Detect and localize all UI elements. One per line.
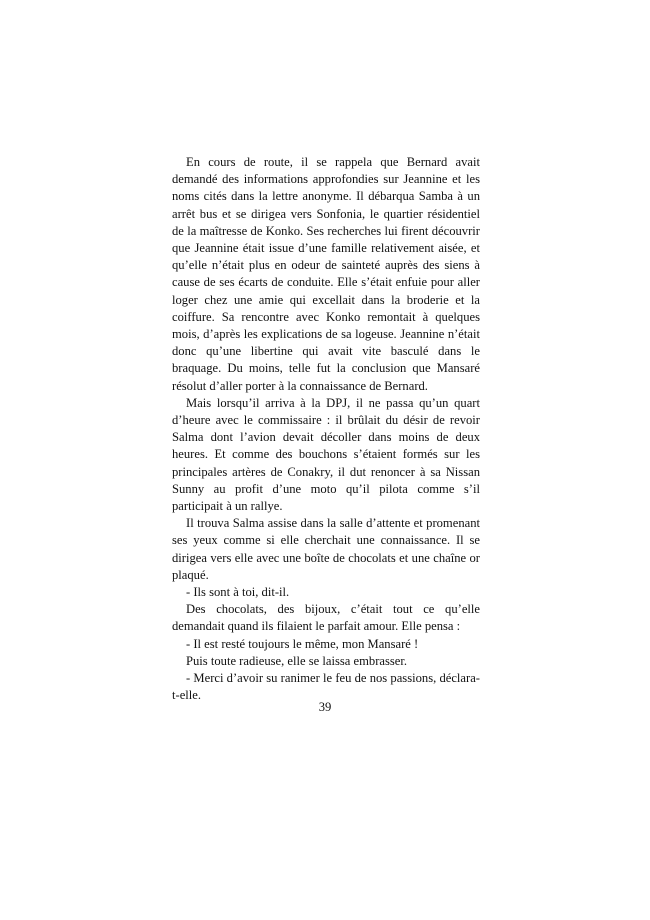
paragraph: En cours de route, il se rappela que Bernard avait demandé des informations approfondies sur Jeannine et les noms cités dans la lettre anonyme. Il débarqua Samba à un arrêt bus et se dirigea vers Sonfonia, le quartier résidentiel de la maîtresse de Konko. Ses recherches lui firent découvrir que Jeannine était issue d’une famille relativement aisée, et qu’elle n’était plus en odeur de sainteté auprès des siens à cause de ses écarts de conduite. Elle s’était enfuie pour aller loger chez une amie qui excellait dans la broderie et la coiffure. Sa rencontre avec Konko remontait à quelques mois, d’après les explications de sa logeuse. Jeannine n’était donc qu’une libertine qui avait vite basculé dans le braquage. Du moins, telle fut la conclusion que Mansaré résolut d’aller porter à la connaissance de Bernard. [172, 155, 480, 393]
paragraph: Des chocolats, des bijoux, c’était tout ce qu’elle demandait quand ils filaient le parfait amour. Elle pensa : [172, 602, 480, 634]
body-text [172, 154, 480, 705]
paragraph: - Ils sont à toi, dit-il. [186, 585, 290, 600]
paragraph: Puis toute radieuse, elle se laissa embrasser. [186, 653, 408, 668]
page-number: 39 [318, 700, 332, 714]
paragraph: - Merci d’avoir su ranimer le feu de nos passions, déclara-t-elle. [172, 671, 480, 703]
paragraph: Mais lorsqu’il arriva à la DPJ, il ne passa qu’un quart d’heure avec le commissaire : il brûlait du désir de revoir Salma dont l’avion devait décoller dans moins de deux heures. Et comme des bouchons s’étaient formés sur les principales artères de Conakry, il dut renoncer à sa Nissan Sunny au profit d’une moto qu’il pilota comme s’il participait à un rallye. [172, 395, 480, 514]
paragraph: - Il est resté toujours le même, mon Mansaré ! [186, 636, 419, 651]
paragraph: Il trouva Salma assise dans la salle d’attente et promenant ses yeux comme si elle cherchait une connaissance. Il se dirigea vers elle avec une boîte de chocolats et une chaîne or plaqué. [172, 516, 480, 582]
